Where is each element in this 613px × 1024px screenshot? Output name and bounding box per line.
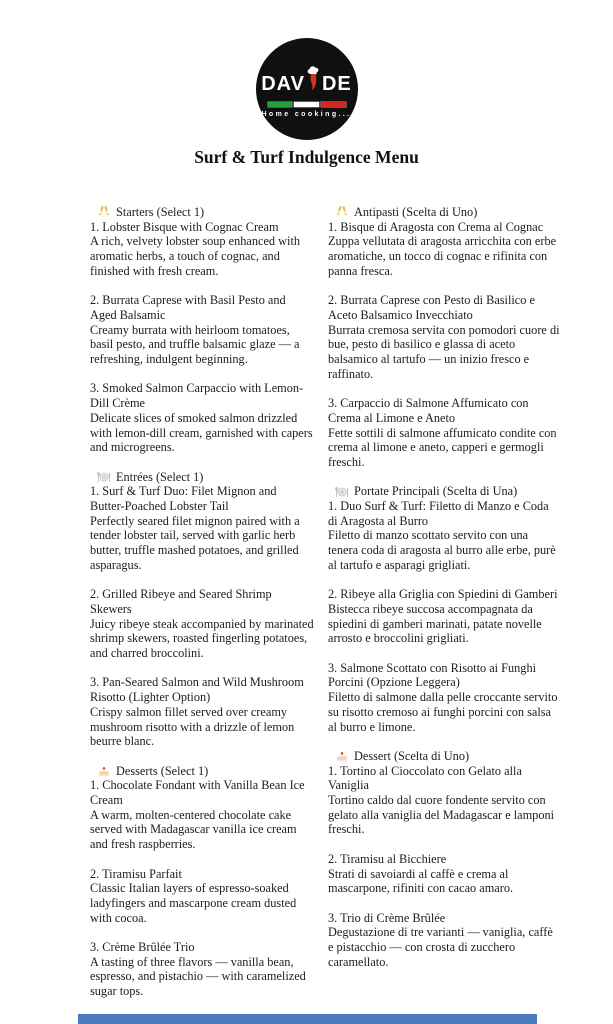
flag-white-segment (294, 102, 319, 107)
menu-item (328, 396, 560, 470)
item-name: 1. Chocolate Fondant with Vanilla Bean Ice Cream (90, 778, 305, 808)
item-desc: Filetto di manzo scottato servito con una tenera coda di aragosta al burro alle erbe, purè al tartufo e asparagi grigliati. (328, 528, 556, 572)
menu-item (328, 587, 560, 646)
item-desc: Fette sottili di salmone affumicato condite con crema al limone e aneto, capperi e germogli freschi. (328, 425, 557, 469)
item-name: 2. Ribeye alla Griglia con Spiedini di Gamberi (328, 587, 558, 602)
item-name: 1. Duo Surf & Turf: Filetto di Manzo e Coda di Aragosta al Burro (328, 499, 549, 528)
menu-section (90, 764, 314, 999)
item-desc: Tortino caldo dal cuore fondente servito con gelato alla vaniglia del Madagascar e lamponi freschi. (328, 793, 555, 837)
section-header (328, 484, 560, 499)
menu-columns (90, 205, 560, 999)
menu-item (328, 220, 560, 279)
cake-slice-icon (97, 764, 111, 778)
item-desc: A warm, molten-centered chocolate cake served with Madagascar vanilla ice cream and fresh raspberries. (90, 807, 297, 852)
section-header (328, 749, 560, 764)
cake-slice-icon (335, 749, 349, 763)
item-name: 1. Tortino al Cioccolato con Gelato alla Vaniglia (328, 763, 522, 793)
menu-item (90, 381, 314, 455)
menu-item (90, 484, 314, 572)
plate-cutlery-icon (335, 485, 349, 499)
footer-accent-bar (78, 1014, 537, 1024)
section-title: Antipasti (Scelta di Uno) (354, 205, 478, 219)
section-header (90, 470, 314, 485)
item-name: 3. Salmone Scottato con Risotto ai Funghi Porcini (Opzione Leggera) (328, 660, 537, 690)
item-name: 2. Tiramisu Parfait (90, 866, 182, 881)
menu-item (90, 940, 314, 999)
section-header (328, 205, 560, 220)
brand-wordmark (261, 71, 352, 98)
item-desc: A rich, velvety lobster soup enhanced with aromatic herbs, a touch of cognac, and finished with fresh cream. (90, 234, 301, 278)
brand-text-left: DAV (261, 73, 305, 95)
menu-section (328, 484, 560, 734)
section-header (90, 205, 314, 220)
item-desc: Classic Italian layers of espresso-soaked ladyfingers and mascarpone cream dusted with cocoa. (90, 881, 297, 925)
item-name: 3. Crème Brûlée Trio (90, 940, 195, 955)
italian-flag-stripe (268, 102, 346, 107)
item-desc: Zuppa vellutata di aragosta arricchita con erbe aromatiche, un tocco di cognac e rifinita con panna fresca. (328, 234, 557, 278)
flag-red-segment (321, 102, 346, 107)
item-name: 1. Bisque di Aragosta con Crema al Cognac (328, 219, 544, 234)
item-name: 3. Carpaccio di Salmone Affumicato con Crema al Limone e Aneto (328, 396, 529, 425)
menu-section (328, 749, 560, 970)
item-name: 3. Smoked Salmon Carpaccio with Lemon-Dill Crème (90, 381, 304, 411)
menu-item (328, 852, 560, 896)
flag-green-segment (268, 102, 293, 107)
item-name: 2. Burrata Caprese con Pesto di Basilico e Aceto Balsamico Invecchiato (328, 293, 535, 322)
item-desc: Perfectly seared filet mignon paired with a tender lobster tail, served with garlic herb butter, truffle mashed potatoes, and grilled asparagus. (90, 513, 300, 572)
menu-section (90, 205, 314, 455)
menu-section (90, 470, 314, 749)
menu-item (90, 293, 314, 367)
item-name: 1. Lobster Bisque with Cognac Cream (90, 219, 279, 234)
menu-item (328, 911, 560, 970)
item-desc: Filetto di salmone dalla pelle croccante servito su risotto cremoso ai funghi porcini con salsa al burro e limone. (328, 690, 558, 734)
menu-item (90, 867, 314, 926)
item-name: 2. Burrata Caprese with Basil Pesto and Aged Balsamic (90, 293, 286, 322)
section-title: Entrées (Select 1) (116, 469, 204, 484)
brand-logo (256, 38, 358, 140)
item-desc: Bistecca ribeye succosa accompagnata da spiedini di gamberi marinati, patate novelle arrosto e broccolini grigliati. (328, 601, 542, 646)
item-desc: Strati di savoiardi al caffè e crema al mascarpone, rifiniti con cacao amaro. (328, 866, 514, 896)
item-desc: Crispy salmon fillet served over creamy mushroom risotto with a drizzle of lemon beurre blanc. (90, 704, 295, 749)
menu-section (328, 205, 560, 470)
item-name: 3. Trio di Crème Brûlée (328, 910, 446, 925)
menu-column-left (90, 205, 314, 999)
item-name: 2. Tiramisu al Bicchiere (328, 851, 447, 866)
item-desc: Creamy burrata with heirloom tomatoes, basil pesto, and truffle balsamic glaze — a refreshing, indulgent beginning. (90, 322, 300, 367)
section-title: Starters (Select 1) (116, 205, 205, 219)
chili-pepper-chef-hat-icon (306, 65, 321, 92)
champagne-glasses-icon (335, 205, 349, 219)
section-title: Dessert (Scelta di Uno) (354, 748, 470, 763)
section-title: Portate Principali (Scelta di Una) (354, 484, 518, 499)
menu-item (90, 778, 314, 852)
menu-item (90, 587, 314, 661)
item-name: 3. Pan-Seared Salmon and Wild Mushroom Risotto (Lighter Option) (90, 675, 304, 705)
menu-item (328, 764, 560, 838)
menu-item (328, 661, 560, 735)
brand-text-right: DE (321, 73, 352, 95)
item-name: 1. Surf & Turf Duo: Filet Mignon and Butter-Poached Lobster Tail (90, 484, 277, 514)
item-desc: Degustazione di tre varianti — vaniglia, caffè e pistacchio — con crosta di zucchero caramellato. (328, 925, 553, 969)
plate-cutlery-icon (97, 470, 111, 484)
champagne-glasses-icon (97, 205, 111, 219)
section-header (90, 764, 314, 779)
menu-column-right (328, 205, 560, 999)
item-desc: Delicate slices of smoked salmon drizzled with lemon-dill cream, garnished with capers and microgreens. (90, 410, 313, 455)
item-desc: A tasting of three flavors — vanilla bean, espresso, and pistachio — with caramelized sugar tops. (90, 954, 306, 999)
brand-tagline: Home cooking... (261, 110, 352, 118)
menu-item (328, 499, 560, 573)
menu-item (90, 675, 314, 749)
item-name: 2. Grilled Ribeye and Seared Shrimp Skewers (90, 587, 272, 616)
item-desc: Burrata cremosa servita con pomodori cuore di bue, pesto di basilico e glassa di aceto balsamico al tartufo — un inizio fresco e raffinato. (328, 322, 560, 381)
item-desc: Juicy ribeye steak accompanied by marinated shrimp skewers, roasted fingerling potatoes, and charred broccolini. (90, 616, 314, 661)
menu-item (328, 293, 560, 381)
menu-item (90, 220, 314, 279)
menu-title: Surf & Turf Indulgence Menu (194, 147, 419, 167)
section-title: Desserts (Select 1) (116, 763, 209, 778)
